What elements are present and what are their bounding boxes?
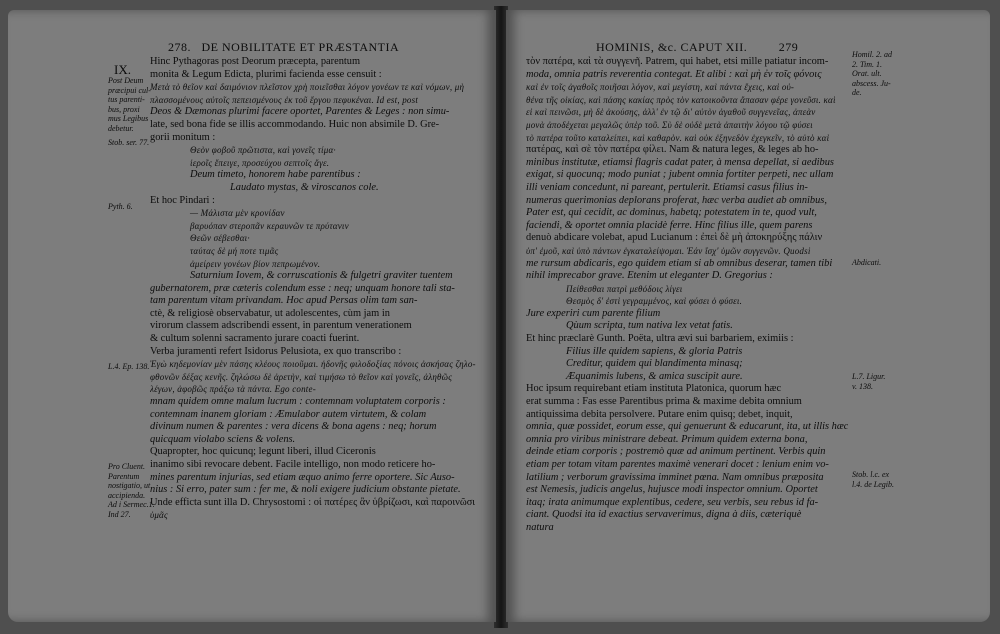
- text-line: mines parentum injurias, sed etiam æquo animo ferre oportere. Sic Auso-: [150, 471, 455, 483]
- text-line: Θεὸν φοβοῦ πρῶτιστα, καὶ γονεῖς τίμα·: [190, 145, 336, 156]
- text-line: Deos & Dæmonas plurimi facere oportet, Parentes & Leges : non simu-: [150, 106, 450, 118]
- text-line: Deum timeto, honorem habe parentibus :: [190, 169, 361, 181]
- text-line: Unde efficta sunt illa D. Chrysostomi : οἱ πατέρες ἂν ὑβρίζωσι, καὶ παροινῶσι: [150, 496, 476, 508]
- text-line: Creditur, quidem qui blandimenta minasq;: [566, 358, 743, 370]
- text-line: illi veniam concedunt, ni pareant, pertulerit. Etiamsi casus filius in-: [526, 181, 808, 193]
- text-line: Saturnium Iovem, & corruscationis & fulgetri graviter tuentem: [190, 270, 453, 282]
- text-line: tam parentum vitam privandam. Hoc apud Persas olim tam san-: [150, 295, 418, 307]
- text-line: Verba juramenti refert Isidorus Pelusiota, ex quo transcribo :: [150, 345, 402, 357]
- text-line: denuò abdicare volebat, apud Lucianum : ἐπεὶ δὲ μὴ ἀποκηρύξης πάλιν: [526, 232, 823, 244]
- text-line: τὸ πατέρα τοῦτο καταλείπει, καὶ καθαρὸν. καὶ οὐκ ἐξηνεδὸν ἐχεγκεῖν, τὸ αὐτὸ καὶ: [526, 132, 830, 143]
- text-line: etiam per totam vitam parentes maximè venerari docet : lenium enim vo-: [526, 459, 829, 470]
- left-body-text: [150, 56, 496, 522]
- text-line: Hinc Pythagoras post Deorum præcepta, parentum: [150, 56, 361, 67]
- text-line: καὶ ἐν τοῖς ἀγαθοῖς ποιῆσαι λόγον, καὶ μεγίστη, καὶ πάντα ἔχεις, καὶ οὐ-: [526, 82, 795, 93]
- text-line: nius : Si erro, pater sum : fer me, & noli exigere judicium obstante pietate.: [150, 484, 461, 496]
- margin-note: Stob. ser. 77.: [108, 138, 150, 147]
- text-line: πατέρας, καὶ σὲ τὸν πατέρα φίλει. Nam & natura leges, & leges ab ho-: [526, 144, 819, 156]
- margin-note: Homil. 2. ad 2. Tim. 1. Orat. ult. abscess. Ju- de.: [852, 50, 892, 97]
- text-line: ὑμᾶς: [150, 510, 168, 521]
- text-line: moda, omnia patris reverentia contegat. Et alibi : καὶ μὴ ἐν τοῖς φόνοις: [526, 68, 822, 80]
- text-line: μονὰ ἀποδέχεται μεγαλῶς ὑπὲρ τοῦ. Σὺ δὲ οὐδὲ μετὰ ἀπαιτὴν λόγου τῷ φύσει: [526, 119, 813, 130]
- text-line: virorum classem adscribendi essent, in parentum venerationem: [150, 320, 412, 332]
- text-line: gorii monitum :: [150, 131, 216, 143]
- left-head-title: DE NOBILITATE ET PRÆSTANTIA: [201, 40, 400, 54]
- margin-note: Abdicati.: [852, 258, 882, 267]
- text-line: late, sed bona fide se illis accommodando. Huic non absimile D. Gre-: [150, 118, 440, 130]
- right-page: [506, 10, 990, 622]
- text-line: itaq; irata animumque explentibus, cedere, seu verbis, seu rebus id fa-: [526, 496, 819, 508]
- text-line: deinde etiam corporis ; postremò quæ ad animum pertinent. Verbis quin: [526, 446, 826, 458]
- margin-note: Pro Cluent. Parentum nostigatio, ut accipienda. Ad i Sermec.1. Ind 27.: [108, 462, 155, 519]
- left-running-head: [168, 40, 399, 55]
- text-line: mnam quidem omne malum lucrum : contemnam voluptatem corporis :: [150, 396, 446, 408]
- text-line: inanimo sibi revocare debent. Facile intelligo, non modo reticere ho-: [150, 459, 436, 470]
- margin-note: Stob. l.c. ex l.4. de Legib.: [852, 470, 894, 489]
- text-line: contemnam inanem gloriam : Æmulabor autem virtutem, & colam: [150, 408, 427, 420]
- text-line: est Nemesis, judicis angelus, hujusce modi inspector omnium. Oportet: [526, 484, 818, 496]
- text-line: Θεῶν σέβεσθαι·: [190, 233, 250, 244]
- text-line: quicquam violabo sciens & volens.: [150, 433, 296, 445]
- right-head-title: HOMINIS, &c. CAPUT XII.: [596, 40, 748, 54]
- text-line: Πείθεσθαι πατρὶ μεθόδοις λίγει: [566, 283, 683, 294]
- text-line: Quapropter, hoc quicunq; legunt liberi, illud Ciceronis: [150, 446, 376, 458]
- text-line: ἱεροῖς ἔπειγε, προσεύχου σεπτοῖς ἄγε.: [190, 157, 330, 168]
- text-line: Qùum scripta, tum nativa lex vetat fatis.: [566, 320, 733, 332]
- margin-note: L.7. Ligur. v. 138.: [852, 372, 886, 391]
- text-line: exigat, si quocunq; modo puniat ; jubent omnia fortiter perpeti, nec ullam: [526, 169, 834, 181]
- text-line: & cultum solenni sacramento jurare coacti fuerint.: [150, 333, 360, 345]
- text-line: omnia, quæ possidet, eorum esse, qui genuerunt & educarunt, ita, ut illis hæc: [526, 421, 848, 433]
- text-line: antiquissima debita persolvere. Putare enim quisq; debet, inquit,: [526, 408, 793, 420]
- text-line: Laudato mystas, & viroscanos cole.: [230, 181, 379, 193]
- text-line: faciendi, & oportet omnia placidè ferre. Hinc filius ille, quem parens: [526, 219, 813, 231]
- text-line: Pater est, qui cecidit, ac dominus, habetq; potestatem in te, quod vult,: [526, 207, 817, 219]
- left-page-number: 278.: [168, 40, 191, 54]
- text-line: Et hinc præclarè Gunth. Poëta, ultra ævi sui barbariem, eximiis :: [526, 333, 794, 345]
- text-line: φθονῶν δέξας κενῆς. ζηλώσω δὲ ἀρετὴν, καὶ τιμήσω τὸ θεῖον καὶ γονεῖς, ἀληθῶς: [150, 371, 453, 382]
- text-line: εἰ καὶ πεινῶσι, μὴ δὲ ἀκούσης, ἀλλ' ἐν τῷ δι' αὐτὸν ἀγαθοῦ συγγενεῖας, ἀπεὰν: [526, 107, 816, 118]
- right-body-text: [526, 56, 848, 535]
- text-line: λέγων, ἀφοβῶς πράξω τὰ πάντα. Ego conte-: [150, 384, 316, 395]
- text-line: omnia pro viribus ministrare debeat. Primum quidem externa bona,: [526, 433, 808, 445]
- text-line: ciant. Quodsi ita id exactius servaverimus, digna à diis, cæteriquè: [526, 509, 802, 521]
- text-line: πλασσομένους αὐτοῖς πεπεισμένους ἐκ τοῦ ἔργου πεφυκέναι. Id est, post: [150, 94, 419, 105]
- chapter-marker: IX.: [114, 62, 131, 77]
- text-line: Μετὰ τὸ θεῖον καὶ δαιμόνιον πλεῖστον χρὴ ποιεῖσθαι λόγον γονέων τε καὶ νόμων, μὴ: [150, 82, 465, 93]
- left-page: [8, 10, 496, 622]
- margin-note: Post Deum præcipui cul- tus parenti- bus, proxi mus Legibus debetur.: [108, 76, 151, 133]
- text-line: monita & Legum Edicta, plurimi facienda esse censuit :: [150, 68, 382, 80]
- text-line: me rursum abdicaris, ego quidem etiam si ab omnibus deserar, tamen tibi: [526, 257, 833, 269]
- text-line: θένα τῆς οἰκίας, καὶ πάσης κακίας πρὸς τὸν κατοικοῦντα ἄπασαν φέρε γονεῦσι. καὶ: [526, 94, 836, 105]
- text-line: Θεσμὸς δ' ἐστὶ γεγραμμένος, καὶ φύσει ὁ φύσει.: [566, 296, 743, 307]
- margin-note: Pyth. 6.: [108, 202, 133, 211]
- text-line: ὑπ' ἐμοῦ, καὶ ὑπὸ πάντων ἐγκαταλείψομαι. Ἐάν ἴσχ' ὑμῶν συγγενῶν. Quodsi: [526, 245, 811, 256]
- text-line: Æquanimis lubens, & amica suscipit aure.: [566, 370, 743, 382]
- right-page-number: 279: [778, 40, 799, 54]
- text-line: Ἐγὼ κηδεμονίαν μὲν πάσης κλέους ποιοῦμαι. ἡδονῆς φιλοδοξίας πόνοις ἀσκήσας ζηλο-: [150, 359, 476, 370]
- text-line: latilium ; verborum gravissima imminet pœna. Nam omnibus præposita: [526, 471, 824, 483]
- text-line: gubernatorem, præ cæteris colendum esse : neq; unquam honore tali sta-: [150, 282, 455, 294]
- margin-note: L.4. Ep. 138.: [108, 362, 150, 371]
- text-line: τὸν πατέρα, καὶ τὰ συγγενῆ. Patrem, qui habet, etsi mille patiatur incom-: [526, 56, 829, 67]
- text-line: ἀμείρειν γονέων βίον πεπρωμένον.: [190, 258, 321, 269]
- text-line: Et hoc Pindari :: [150, 194, 215, 206]
- text-line: natura: [526, 521, 554, 533]
- right-running-head: [596, 40, 798, 55]
- text-line: Jure experiri cum parente filium: [526, 307, 661, 319]
- text-line: numeras querimonias deplorans proferat, hæc verba audiet ab omnibus,: [526, 194, 827, 206]
- text-line: ctè, & religiosè observabatur, ut adolescentes, cùm jam in: [150, 307, 390, 319]
- text-line: Hoc ipsum requirebant etiam instituta Platonica, quorum hæc: [526, 383, 782, 395]
- text-line: nihil imprecabor grave. Etenim ut eleganter D. Gregorius :: [526, 270, 773, 282]
- text-line: βαρυόπαν στεροπᾶν κεραυνῶν τε πρύτανιν: [190, 220, 349, 231]
- text-line: minibus institutæ, etiamsi flagris cadat pater, à mensa depellat, si aedibus: [526, 156, 834, 168]
- text-line: ταύτας δὲ μή ποτε τιμᾶς: [190, 245, 279, 256]
- text-line: erat summa : Fas esse Parentibus prima & maxime debita omnium: [526, 396, 802, 408]
- text-line: Filius ille quidem sapiens, & gloria Patris: [566, 345, 743, 357]
- text-line: — Μάλιστα μὲν κρονίδαν: [190, 208, 285, 219]
- text-line: divinum numen & parentes : vera dicens & bona agens : neq; horum: [150, 421, 437, 433]
